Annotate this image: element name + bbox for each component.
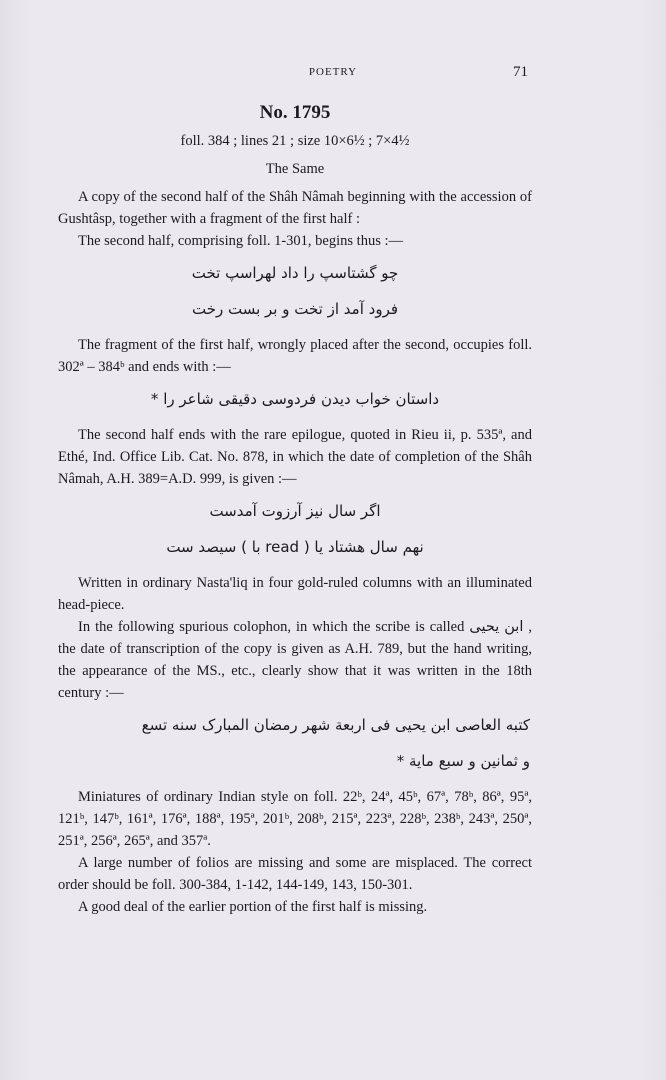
paragraph-fragment: The fragment of the first half, wrongly placed after the second, occupies foll. 302ª – 384ᵇ and ends with :— — [58, 337, 532, 375]
running-head — [0, 64, 666, 84]
verse-line: فرود آمد از تخت و بر بست رخت — [191, 300, 399, 318]
paragraph-description: A copy of the second half of the Shâh Nâmah beginning with the accession of Gushtâsp, together with a fragment of the first half : — [58, 189, 532, 227]
verse-block-epilogue — [58, 496, 532, 562]
page-number: 71 — [513, 64, 528, 80]
verse-line: کتبه العاصی ابن یحیی فی اربعة شهر رمضان المبارک سنه تسع — [141, 716, 530, 734]
paragraph-missing: A good deal of the earlier portion of the first half is missing. — [78, 899, 428, 915]
verse-line: و ثمانین و سبع مایة * — [396, 752, 530, 770]
verse-block-opening — [58, 258, 532, 324]
paragraph-miniatures: Miniatures of ordinary Indian style on foll. 22ᵇ, 24ª, 45ᵇ, 67ª, 78ᵇ, 86ª, 95ª, 121ᵇ, 147ᵇ, 161ª, 176ª, 188ª, 195ª, 201ᵇ, 208ᵇ, 215ª, 223ª, 228ᵇ, 238ᵇ, 243ª, 250ª, 251ª, 256ª, 265ª, and 357ª. — [58, 789, 532, 849]
verse-line: نهم سال هشتاد یا ( read با ) سیصد ست — [166, 538, 424, 556]
entry-number: No. 1795 — [259, 102, 331, 123]
page-content — [58, 100, 532, 918]
paragraph-second-half: The second half, comprising foll. 1-301, begins thus :— — [78, 233, 403, 249]
verse-line: اگر سال نیز آرزوت آمدست — [209, 502, 381, 520]
verse-block-fragment-end — [58, 384, 532, 414]
entry-details: foll. 384 ; lines 21 ; size 10×6½ ; 7×4½ — [180, 133, 410, 149]
running-title: POETRY — [308, 66, 358, 78]
paragraph-script: Written in ordinary Nasta'liq in four gold-ruled columns with an illuminated head-piece. — [58, 575, 532, 613]
entry-title: The Same — [265, 161, 325, 177]
paragraph-colophon: In the following spurious colophon, in which the scribe is called ابن یحیی , the date of transcription of the copy is given as A.H. 789, but the hand writing, the appearance of the MS., etc., clearly show that it was written in the 18th century :— — [58, 619, 533, 701]
verse-line: چو گشتاسپ را داد لهراسپ تخت — [191, 264, 399, 282]
paragraph-folio-order: A large number of folios are missing and some are misplaced. The correct order should be foll. 300-384, 1-142, 144-149, 143, 150-301. — [58, 855, 532, 893]
verse-line: داستان خواب دیدن فردوسی دقیقی شاعر را * — [150, 390, 440, 408]
paragraph-epilogue: The second half ends with the rare epilogue, quoted in Rieu ii, p. 535ª, and Ethé, Ind. Office Lib. Cat. No. 878, in which the date of completion of the Shâh Nâmah, A.H. 389=A.D. 999, is given :— — [58, 427, 532, 487]
verse-block-colophon — [58, 710, 532, 776]
